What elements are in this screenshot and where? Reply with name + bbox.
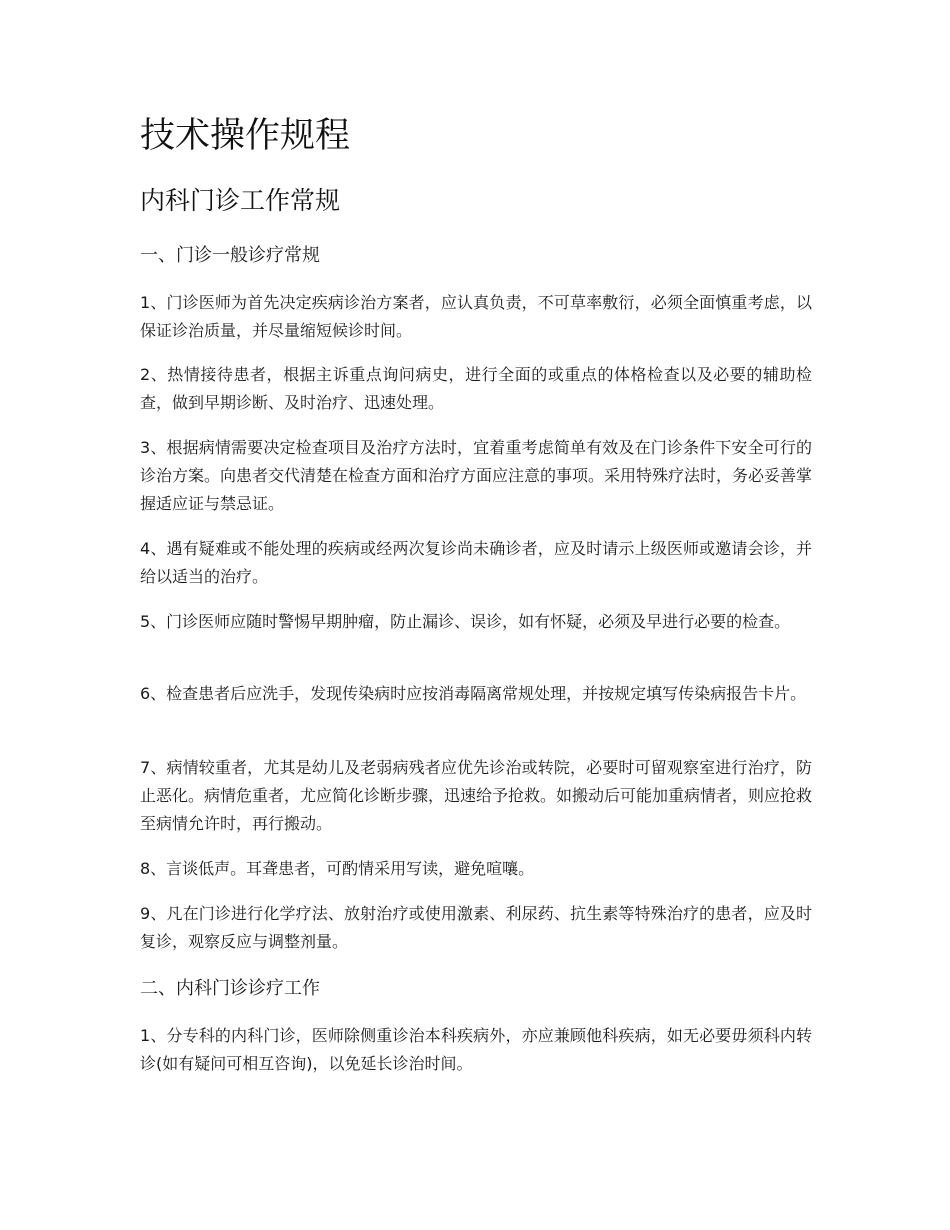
paragraph: 7、病情较重者，尤其是幼儿及老弱病残者应优先诊治或转院，必要时可留观察室进行治疗，防止恶化。病情危重者，尤应简化诊断步骤，迅速给予抢救。如搬动后可能加重病情者，则应抢救至病情允许时，再行搬动。 <box>140 758 813 833</box>
section-heading: 二、内科门诊诊疗工作 <box>140 978 320 999</box>
document-subtitle: 内科门诊工作常规 <box>140 186 341 215</box>
paragraph: 1、分专科的内科门诊，医师除侧重诊治本科疾病外，亦应兼顾他科疾病，如无必要毋须科内转诊(如有疑问可相互咨询)，以免延长诊治时间。 <box>140 1026 812 1073</box>
section-heading: 一、门诊一般诊疗常规 <box>140 245 320 266</box>
document-title: 技术操作规程 <box>140 116 351 156</box>
paragraph: 2、热情接待患者，根据主诉重点询问病史，进行全面的或重点的体格检查以及必要的辅助检查，做到早期诊断、及时治疗、迅速处理。 <box>140 365 812 412</box>
paragraph: 5、门诊医师应随时警惕早期肿瘤，防止漏诊、误诊，如有怀疑，必须及早进行必要的检查。 <box>140 612 791 631</box>
paragraph: 6、检查患者后应洗手，发现传染病时应按消毒隔离常规处理，并按规定填写传染病报告卡片。 <box>140 684 807 703</box>
paragraph: 4、遇有疑难或不能处理的疾病或经两次复诊尚未确诊者，应及时请示上级医师或邀请会诊，并给以适当的治疗。 <box>140 539 812 586</box>
paragraph: 3、根据病情需要决定检查项目及治疗方法时，宜着重考虑简单有效及在门诊条件下安全可行的诊治方案。向患者交代清楚在检查方面和治疗方面应注意的事项。采用特殊疗法时，务必妥善掌握适应证与禁忌证。 <box>140 438 813 513</box>
paragraph: 1、门诊医师为首先决定疾病诊治方案者，应认真负责，不可草率敷衍，必须全面慎重考虑，以保证诊治质量，并尽量缩短候诊时间。 <box>140 293 812 340</box>
paragraph: 9、凡在门诊进行化学疗法、放射治疗或使用激素、利尿药、抗生素等特殊治疗的患者，应及时复诊，观察反应与调整剂量。 <box>140 904 812 951</box>
paragraph: 8、言谈低声。耳聋患者，可酌情采用写读，避免喧嚷。 <box>140 859 535 878</box>
